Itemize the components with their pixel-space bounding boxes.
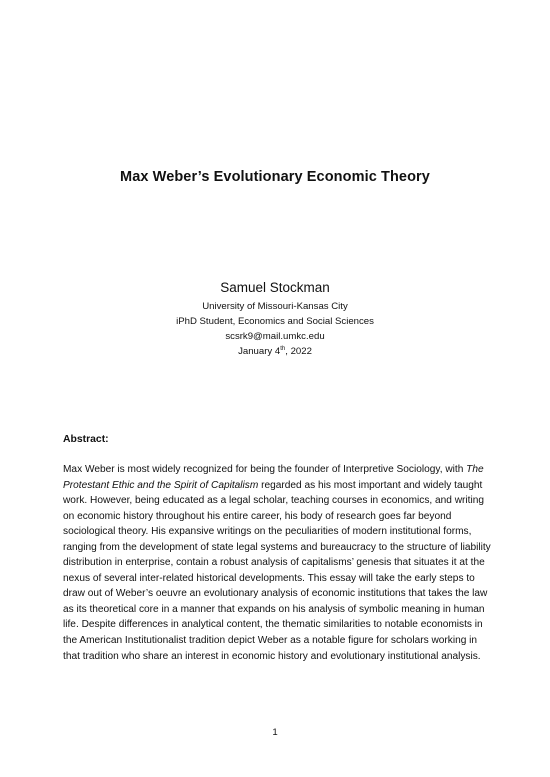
author-position: iPhD Student, Economics and Social Sciences <box>176 316 374 327</box>
author-date <box>0 344 550 359</box>
date-suffix: th <box>280 345 286 352</box>
abstract-text-start: Max Weber is most widely recognized for being the founder of Interpretive Sociology, with <box>63 464 467 475</box>
abstract-body <box>63 462 491 664</box>
abstract-text-rest: regarded as his most important and widely taught work. However, being educated as a legal scholar, teaching courses in economics, and writing on economic history throughout his entire career, his body of research goes far beyond sociological theory. His expansive writings on the peculiarities of modern institutional forms, ranging from the development of state legal systems and bureaucracy to the structure of liability distribution in enterprise, contain a robust analysis of capitalisms’ genesis that situates it at the nexus of several inter-related historical developments. This essay will take the early steps to draw out of Weber’s oeuvre an evolutionary analysis of economic institutions that takes the law as its theoretical core in a manner that expands on his analysis of symbolic meaning in human life. Despite differences in analytical content, the thematic similarities to notable economists in the American Institutionalist tradition depict Weber as a notable figure for scholars working in that tradition who share an interest in economic history and evolutionary institutional analysis. <box>63 479 491 662</box>
page-number: 1 <box>272 727 278 738</box>
author-block <box>0 278 550 359</box>
author-affiliation: University of Missouri-Kansas City <box>202 301 348 312</box>
abstract-italic-title: The Protestant Ethic and the Spirit of Capitalism <box>63 464 484 491</box>
author-email: scsrk9@mail.umkc.edu <box>225 331 325 342</box>
date-prefix: January 4 <box>238 346 281 357</box>
author-name: Samuel Stockman <box>220 280 330 295</box>
paper-title: Max Weber’s Evolutionary Economic Theory <box>120 169 430 185</box>
date-year: , 2022 <box>285 346 312 357</box>
abstract-heading: Abstract: <box>63 434 109 445</box>
